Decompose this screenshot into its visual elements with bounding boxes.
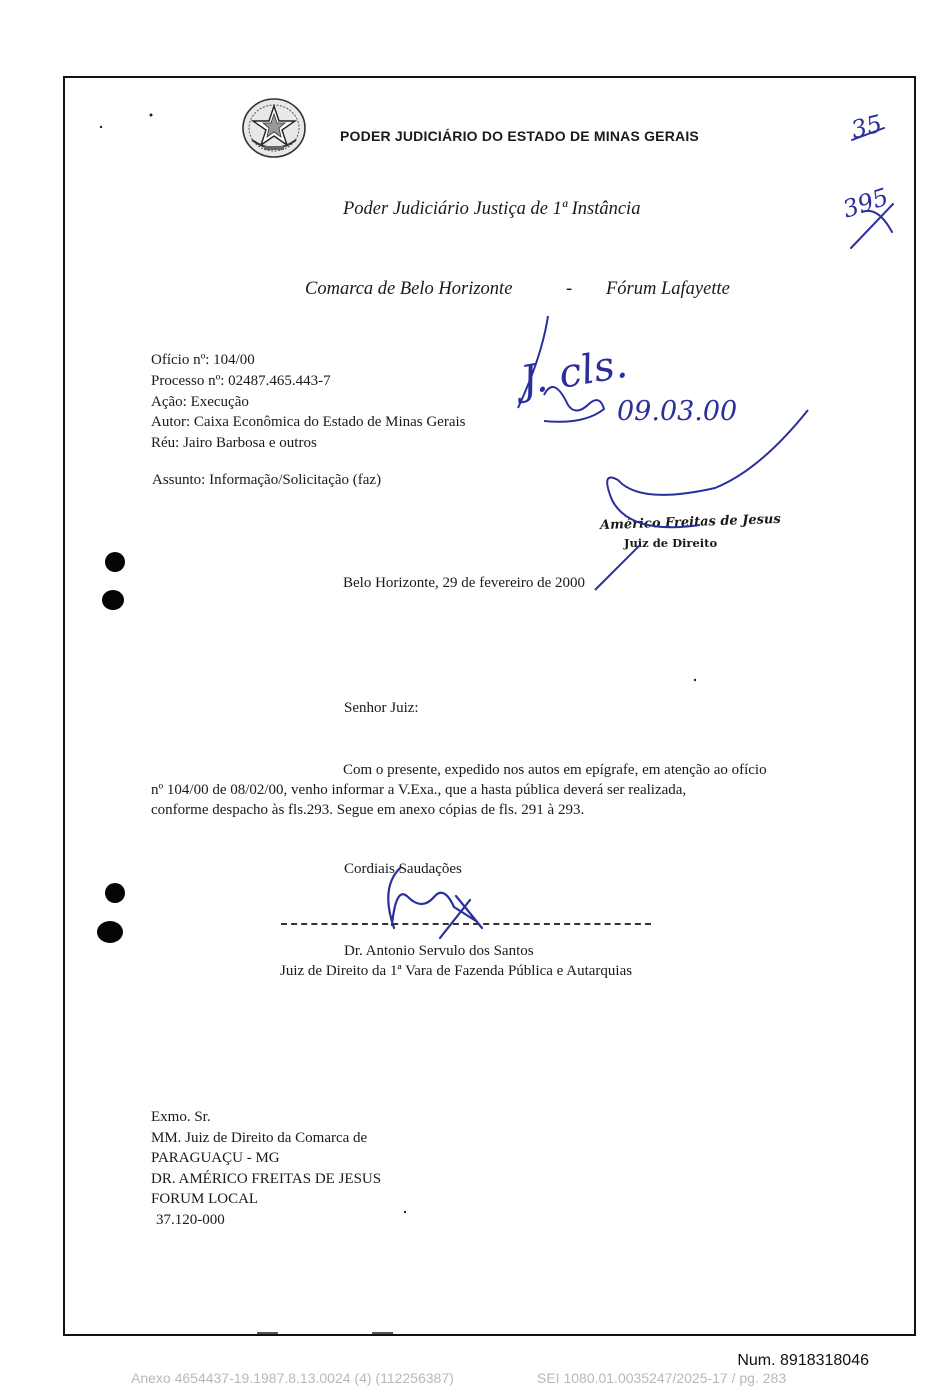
closing-greeting: Cordiais Saudações	[344, 861, 462, 877]
reu-party: Réu: Jairo Barbosa e outros	[151, 435, 317, 452]
processo-number: Processo nº: 02487.465.443-7	[151, 372, 331, 389]
signature-line	[281, 923, 651, 925]
handwritten-date: 09.03.00	[617, 396, 738, 427]
handwritten-note: J. cls.	[517, 340, 631, 405]
letter-date: Belo Horizonte, 29 de fevereiro de 2000	[343, 575, 585, 591]
signer-title: Juiz de Direito da 1ª Vara de Fazenda Pública e Autarquias	[280, 963, 633, 979]
body-line-1: Com o presente, expedido nos autos em epígrafe, em atenção ao ofício	[343, 762, 767, 778]
address-line: PARAGUAÇU - MG	[151, 1150, 280, 1166]
body-line-3: conforme despacho às fls.293. Segue em anexo cópias de fls. 291 à 293.	[151, 802, 585, 818]
address-zip: 37.120-000	[156, 1211, 225, 1228]
case-details	[151, 350, 466, 454]
addressee-block	[151, 1107, 381, 1230]
signer-name: Dr. Antonio Servulo dos Santos	[344, 943, 534, 959]
footer-annex: Anexo 4654437-19.1987.8.13.0024 (4) (112256387)	[131, 1370, 454, 1386]
address-line: FORUM LOCAL	[151, 1191, 259, 1207]
document-number: Num. 8918318046	[737, 1352, 869, 1369]
court-subtitle: Poder Judiciário Justiça de 1ª Instância	[343, 199, 641, 219]
address-line: MM. Juiz de Direito da Comarca de	[151, 1129, 368, 1146]
body-line-2: nº 104/00 de 08/02/00, venho informar a V.Exa., que a hasta pública deverá ser realizada,	[151, 782, 687, 798]
assunto-subject: Assunto: Informação/Solicitação (faz)	[152, 472, 382, 488]
oficio-number: Ofício nº: 104/00	[151, 352, 255, 368]
acao-type: Ação: Execução	[151, 393, 249, 410]
forum-label: Fórum Lafayette	[606, 279, 730, 299]
folio-number-bottom: 395	[839, 182, 892, 224]
address-line: Exmo. Sr.	[151, 1109, 211, 1125]
stamp-judge-title: Juiz de Direito	[624, 536, 718, 550]
address-line: DR. AMÉRICO FREITAS DE JESUS	[151, 1170, 382, 1187]
letter-body	[151, 760, 799, 820]
header-separator: -	[566, 279, 573, 299]
folio-number-top: 35	[848, 109, 885, 145]
stamp-judge-name: Américo Freitas de Jesus	[599, 511, 781, 534]
coat-of-arms-seal	[240, 96, 308, 160]
footer-sei-reference: SEI 1080.01.0035247/2025-17 / pg. 283	[537, 1370, 787, 1386]
salutation: Senhor Juiz:	[344, 700, 419, 716]
judge-stamp	[599, 511, 781, 550]
institution-title: PODER JUDICIÁRIO DO ESTADO DE MINAS GERAIS	[340, 128, 699, 144]
comarca-label: Comarca de Belo Horizonte	[305, 279, 513, 299]
autor-party: Autor: Caixa Econômica do Estado de Minas Gerais	[151, 414, 466, 431]
